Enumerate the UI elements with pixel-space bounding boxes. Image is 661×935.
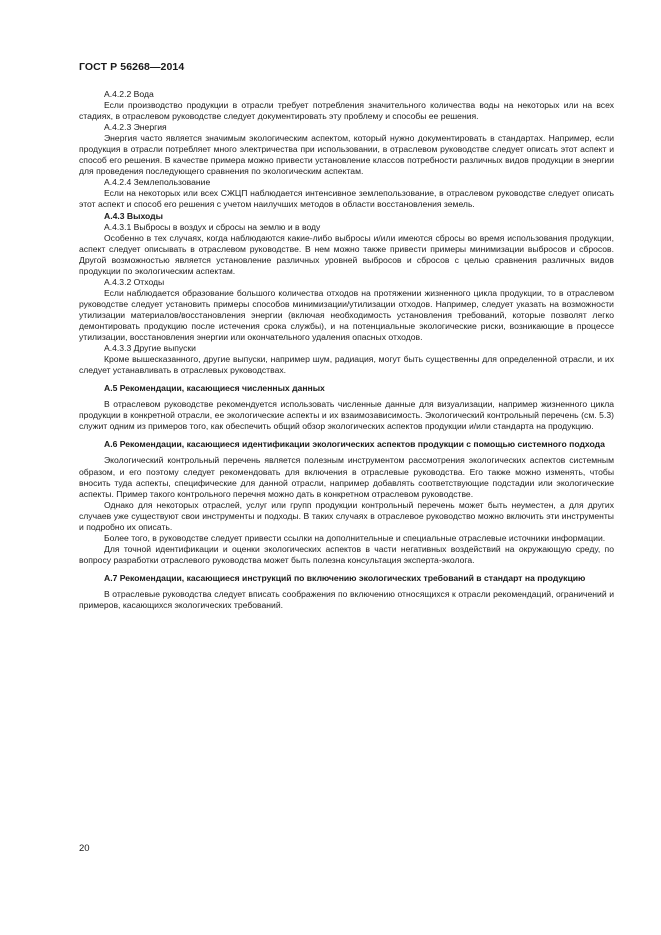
paragraph: Однако для некоторых отраслей, услуг или групп продукции контрольный перечень может быть неуместен, а для других случаев уже существуют свои инструменты и подходы. В таких случаях в отраслевое руководство можно включить эти инструменты и подробно их описать. bbox=[79, 499, 614, 532]
document-body bbox=[79, 89, 614, 611]
paragraph: Если наблюдается образование большого количества отходов на протяжении жизненного цикла продукции, то в отраслевом руководстве следует установить примеры способов минимизации/утилизации отходов. Например, следует указать на возможности утилизации материалов/восстановления энергии (включая необходимость установления требований, которые позволят легко демонтировать продукцию после истечения срока службы), и на потенциальные экологические риски, возникающие в процессе утилизации, восстановления энергии или окончательного удаления опасных отходов. bbox=[79, 287, 614, 343]
document-header: ГОСТ Р 56268—2014 bbox=[79, 61, 185, 73]
clause-heading: А.4.2.3 Энергия bbox=[104, 122, 167, 133]
clause-heading: А.4.3.3 Другие выпуски bbox=[104, 343, 196, 354]
clause-heading: А.4.2.2 Вода bbox=[104, 89, 154, 99]
clause-heading: А.4.3.2 Отходы bbox=[104, 276, 165, 287]
section-heading-a7: А.7 Рекомендации, касающиеся инструкций по включению экологических требований в стандарт на продукцию bbox=[104, 572, 586, 583]
paragraph: Для точной идентификации и оценки экологических аспектов в части негативных воздействий на окружающую среду, по вопросу разработки отраслевого руководства может быть полезна консультация эксперта-эколога. bbox=[79, 543, 614, 565]
subsection-heading: А.4.3 Выходы bbox=[104, 210, 163, 221]
paragraph: Кроме вышесказанного, другие выпуски, например шум, радиация, могут быть существенны для определенной отрасли, и их следует устанавливать в отраслевых руководствах. bbox=[79, 354, 614, 376]
paragraph: Если производство продукции в отрасли требует потребления значительного количества воды на некоторых или на всех стадиях, в отраслевом руководстве следует документировать эту проблему и способы ее решения. bbox=[79, 100, 614, 122]
clause-heading: А.4.3.1 Выбросы в воздух и сбросы на землю и в воду bbox=[104, 221, 321, 232]
paragraph: В отраслевом руководстве рекомендуется использовать численные данные для визуализации, например жизненного цикла продукции в конкретной отрасли, ее экологические аспекты и их взаимозависимость. Экологический контрольный перечень (см. 5.3) служит одним из примеров того, как обеспечить общий обзор экологических аспектов продукции и/или стандарта на продукцию. bbox=[79, 399, 614, 432]
clause-heading: А.4.2.4 Землепользование bbox=[104, 177, 211, 188]
section-heading-a6: А.6 Рекомендации, касающиеся идентификации экологических аспектов продукции с помощью системного подхода bbox=[104, 439, 605, 450]
page-number: 20 bbox=[79, 843, 90, 854]
paragraph: Более того, в руководстве следует привести ссылки на дополнительные и специальные отраслевые источники информации. bbox=[104, 532, 606, 543]
paragraph: Экологический контрольный перечень является полезным инструментом рассмотрения экологических аспектов системным образом, и его поэтому следует рекомендовать для включения в отраслевые руководства. Его также можно изменять, чтобы вносить туда аспекты, специфические для данной отрасли, например добавлять соответствующие подстадии или экологические аспекты. Пример такого контрольного перечня можно дать в конкретном отраслевом руководстве. bbox=[79, 455, 614, 499]
paragraph: Если на некоторых или всех СЖЦП наблюдается интенсивное землепользование, в отраслевом руководстве следует описать этот аспект и способ его решения с учетом наилучших методов в области восстановления земель. bbox=[79, 188, 614, 210]
paragraph: Энергия часто является значимым экологическим аспектом, который нужно документировать в стандартах. Например, если продукция в отрасли потребляет много электричества при использовании, в отраслевом руководстве следует описать этот аспект и способ его решения. В качестве примера можно привести установление классов потребности различных видов продукции в энергии для проведения последующего сравнения по экологическим аспектам. bbox=[79, 133, 614, 177]
paragraph: В отраслевые руководства следует вписать соображения по включению относящихся к отрасли рекомендаций, ограничений и примеров, касающихся экологических требований. bbox=[79, 588, 614, 611]
paragraph: Особенно в тех случаях, когда наблюдаются какие-либо выбросы и/или имеются сбросы во время использования продукции, аспект следует описывать в отраслевом руководстве. В нем можно также привести примеры минимизации выбросов и сбросов. Другой возможностью является установление различных уровней выбросов и сбросов с целью сравнения различных видов продукции по экологическим аспектам. bbox=[79, 232, 614, 276]
section-heading-a5: А.5 Рекомендации, касающиеся численных данных bbox=[104, 383, 325, 394]
